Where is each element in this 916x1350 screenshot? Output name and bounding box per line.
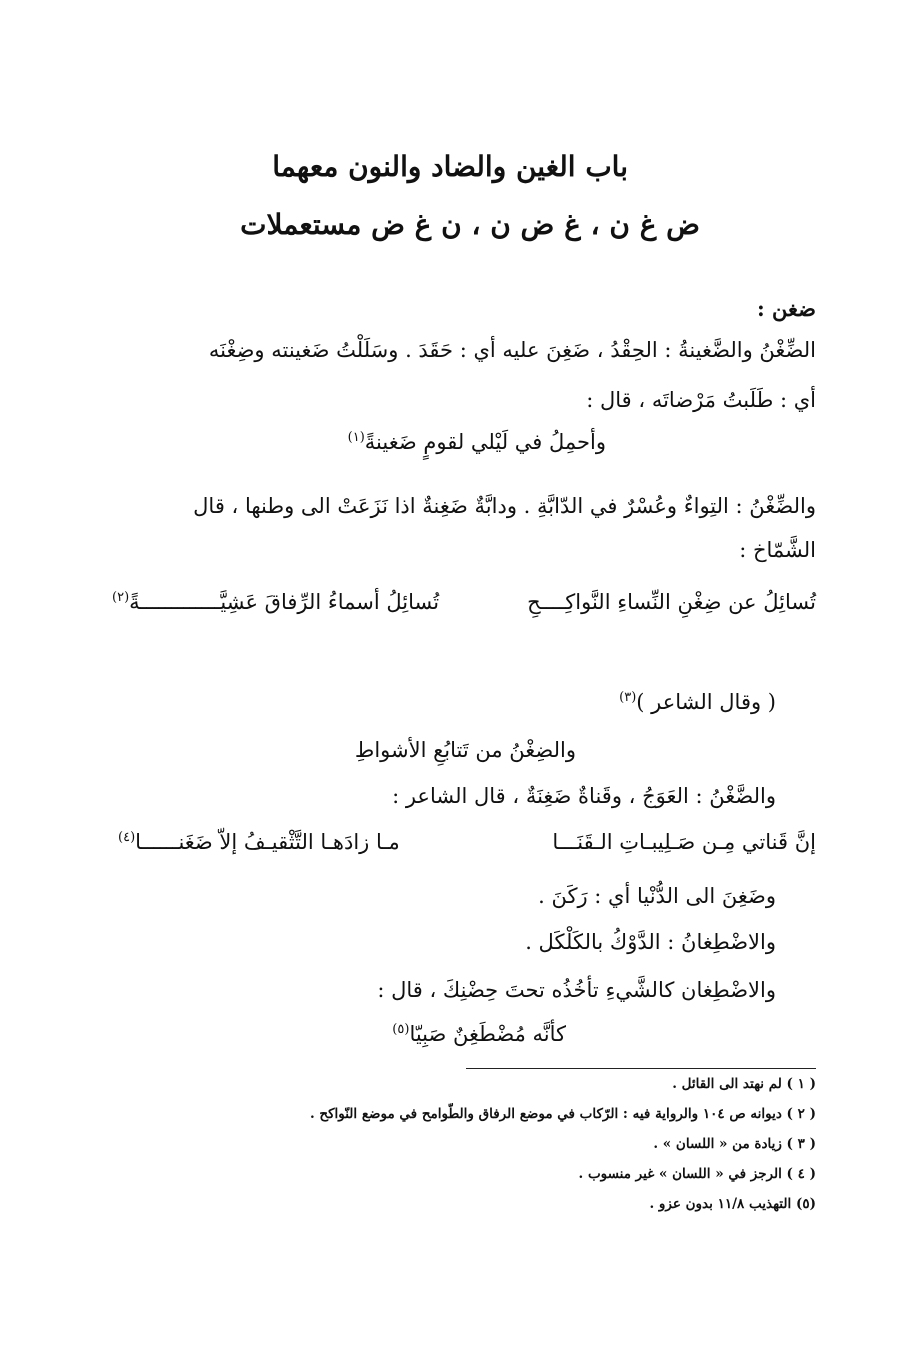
- page-subtitle: ض غ ن ، غ ض ن ، ن غ ض مستعملات: [240, 208, 700, 241]
- page-title: باب الغين والضاد والنون معهما: [272, 150, 628, 183]
- footnote-2: ( ٢ ) ديوانه ص ١٠٤ والرواية فيه : الرّكاب في موضع الرفاق والطّوامح في موضع النّواكح .: [309, 1106, 816, 1122]
- body-line-2: أي : طَلَبتُ مَرْضاتَه ، قال :: [586, 388, 816, 412]
- verse2-hemistich-left: [118, 830, 400, 854]
- body-line-1: الضِّغْنُ والضَّغينةُ : الحِقْدُ ، ضَغِنَ عليه أي : حَقَدَ . وسَلَلْتُ ضَغينته وضِغْنَه: [208, 338, 816, 362]
- verse-hemistich-right: تُسائِلُ عن ضِغْنِ النِّساءِ النَّواكِــــحِ: [527, 590, 816, 614]
- poet-line: [619, 690, 776, 714]
- verse2-left-text: مـا زادَهـا التَّثْقيـفُ إلاّ ضَغَنــــــا: [135, 830, 400, 854]
- footnote-4: ( ٤ ) الرجز في « اللسان » غير منسوب .: [578, 1166, 816, 1182]
- body-line-8: والاضْطِغان كالشَّيءِ تأخُذُه تحتَ حِضْنِكَ ، قال :: [377, 978, 776, 1002]
- headword: ضغن :: [756, 296, 816, 321]
- body-line-7: والاضْطِغانُ : الدَّوْكُ بالكَلْكَل .: [525, 930, 776, 954]
- footnote-3: ( ٣ ) زيادة من « اللسان » .: [653, 1136, 816, 1152]
- verse-left-text: تُسائِلُ أسماءُ الرِّفاقَ عَشِيَّـــــــــــــةً: [129, 590, 440, 614]
- rajaz-line-1: والضِغْنُ من تَتابُعِ الأشواطِ: [354, 738, 576, 762]
- footnote-ref-2: (٢): [112, 590, 130, 605]
- footnote-1: ( ١ ) لم نهتد الى القائل .: [672, 1076, 816, 1092]
- footnote-ref-3: (٣): [619, 690, 637, 705]
- poet-text: ( وقال الشاعر ): [636, 690, 776, 714]
- verse-hemistich-left: [112, 590, 439, 614]
- footnote-ref-1: (١): [347, 430, 365, 445]
- verse-line-1: [348, 430, 606, 454]
- body-line-4: الشَّمّاخ :: [739, 538, 816, 562]
- body-line-3: والضِّغْنُ : التِواءٌ وعُسْرٌ في الدّابَّةِ . ودابَّةٌ ضَغِنةٌ اذا نَزَعَتْ الى وطنها ، قال: [193, 494, 816, 518]
- body-line-6: وضَغِنَ الى الدُّنْيا أي : رَكَنَ .: [538, 884, 776, 908]
- footnote-ref-4: (٤): [118, 830, 136, 845]
- verse2-hemistich-right: إنَّ قَناتي مِـن صَـلِيبـاتِ الـقَنَـــا: [552, 830, 816, 854]
- verse-text: وأحمِلُ في لَيْلي لقومٍ ضَغينةً: [364, 430, 606, 454]
- body-line-5: والضَّغْنُ : العَوَجُ ، وقَناةٌ ضَغِنَةٌ ، قال الشاعر :: [392, 784, 776, 808]
- rajaz-line-2: [392, 1022, 566, 1046]
- footnote-divider: [466, 1068, 816, 1069]
- footnote-5: (٥) التهذيب ١١/٨ بدون عزو .: [649, 1196, 816, 1212]
- rajaz-text: كأنَّه مُضْطَغِنٌ صَبِيّا: [409, 1022, 566, 1046]
- footnote-ref-5: (٥): [392, 1022, 410, 1037]
